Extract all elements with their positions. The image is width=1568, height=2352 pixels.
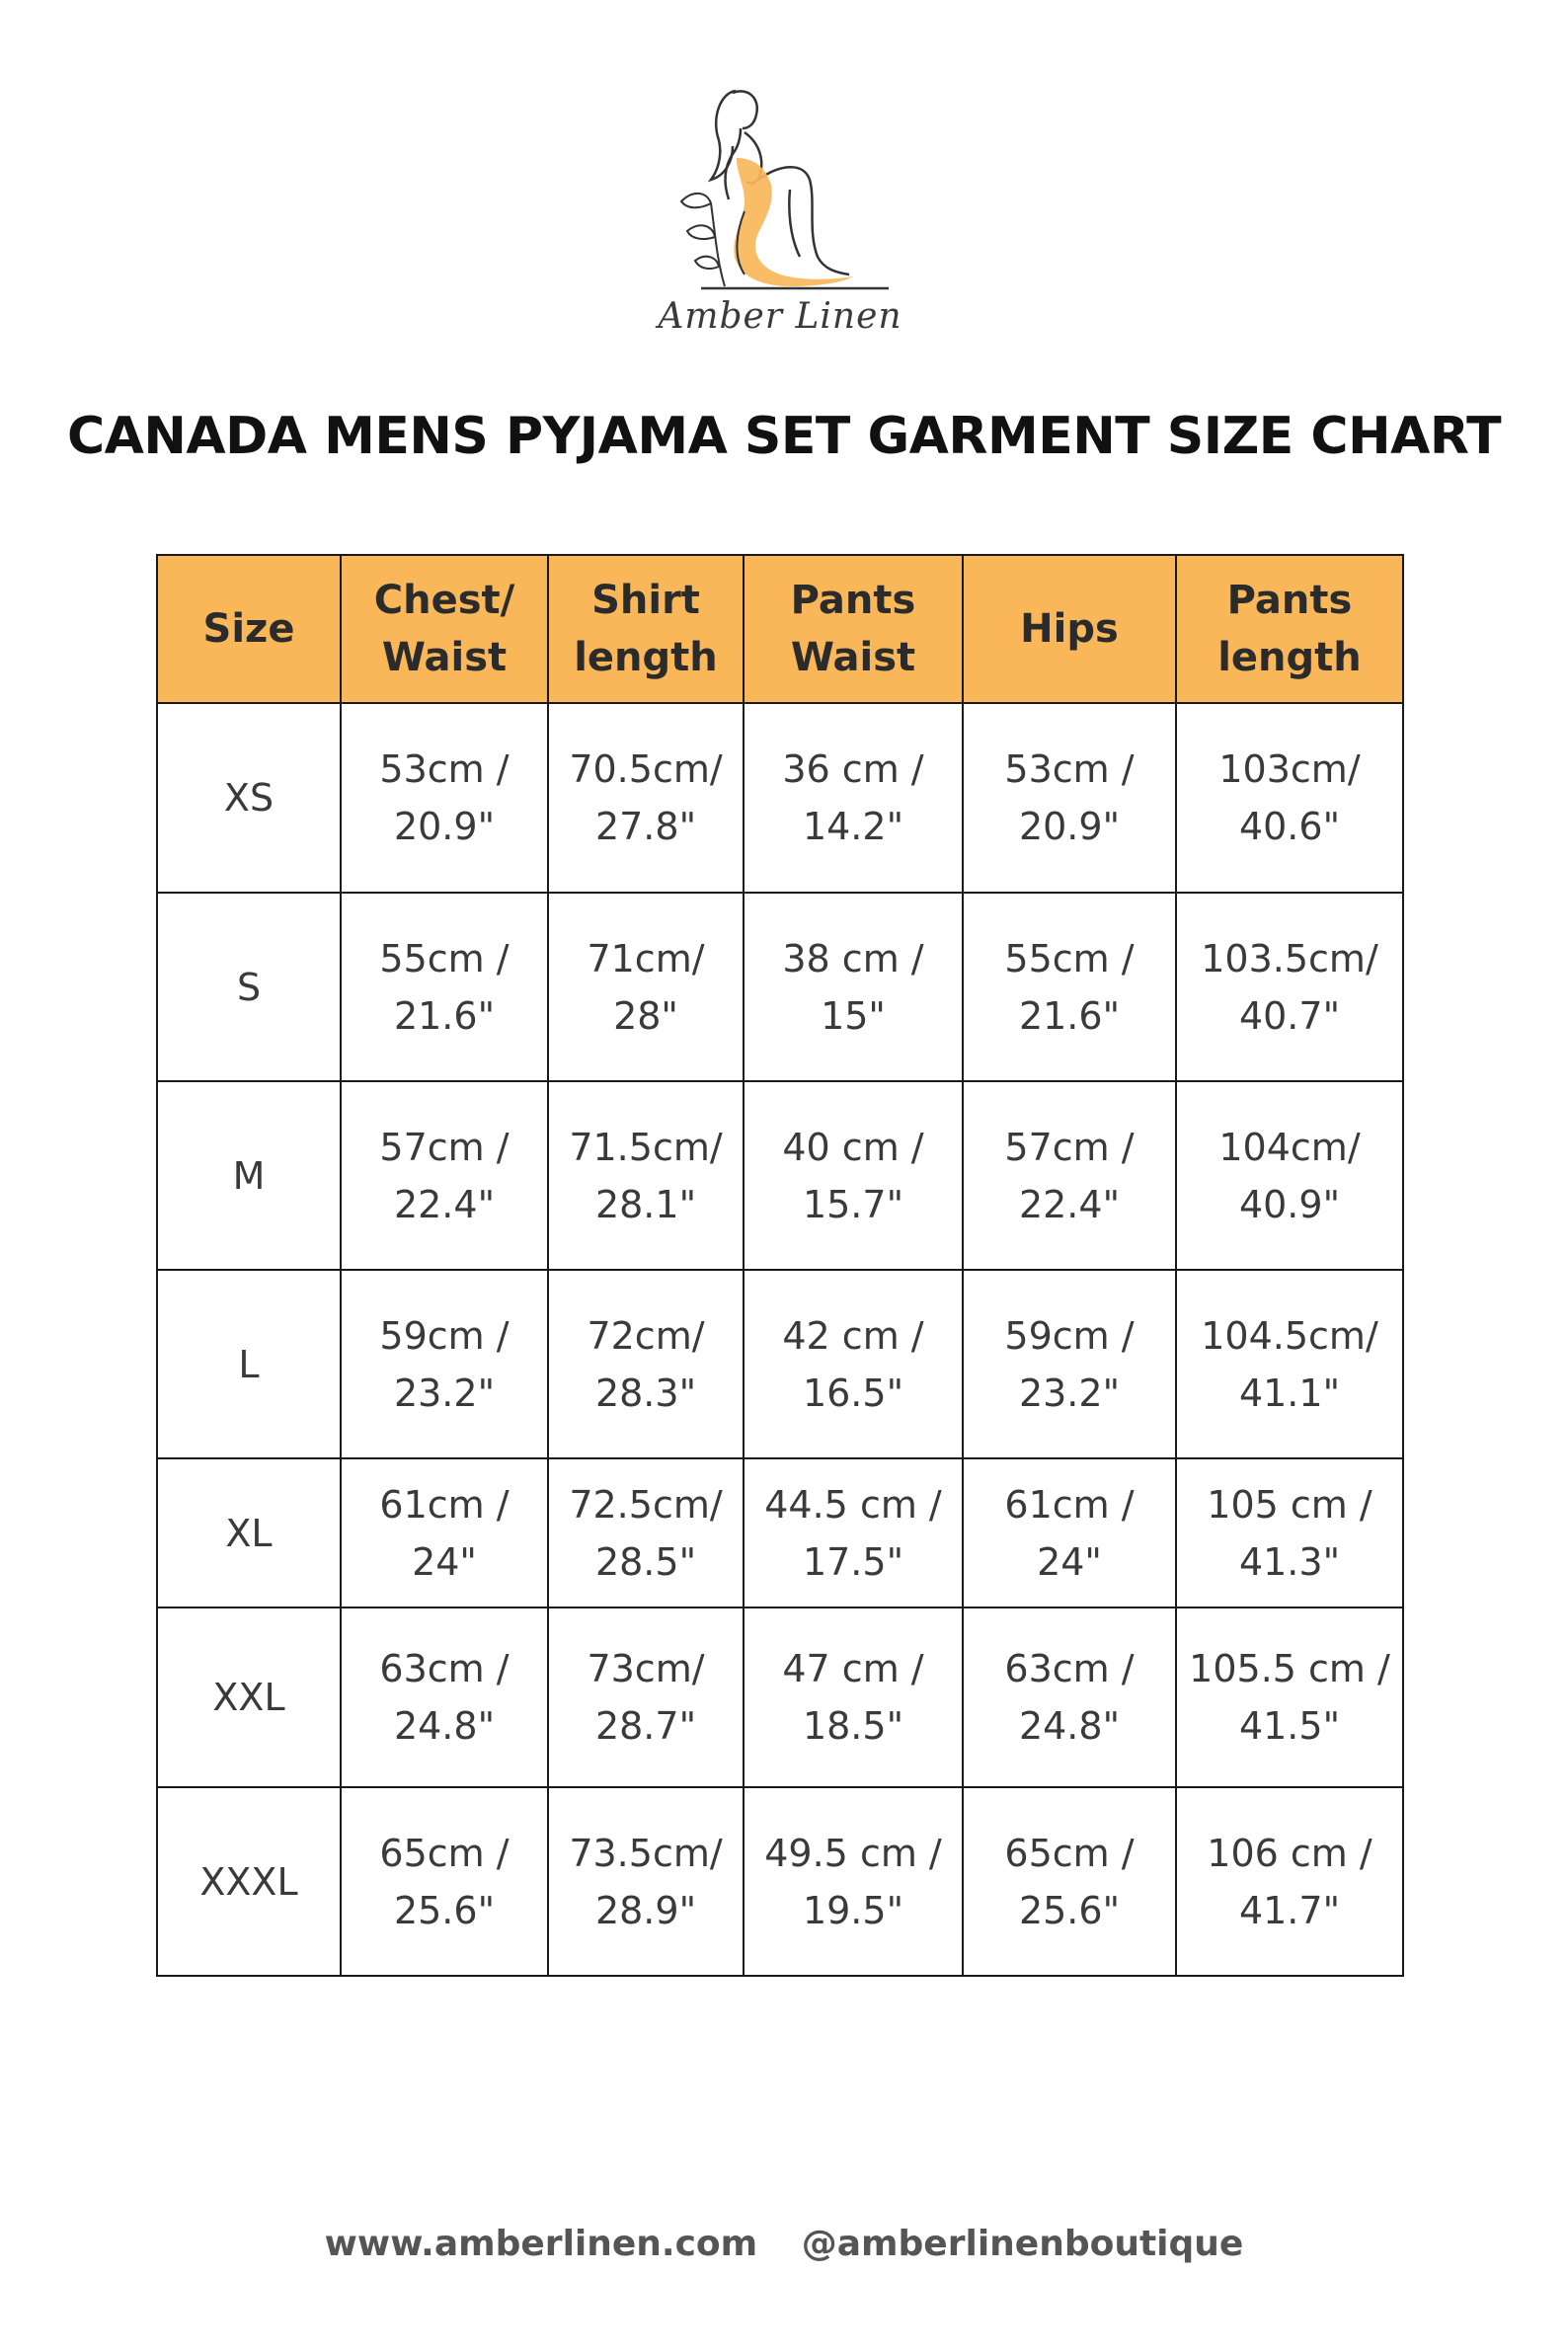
table-cell: 59cm / 23.2" (341, 1270, 548, 1458)
size-cell: M (157, 1081, 341, 1270)
table-cell: 104.5cm/ 41.1" (1176, 1270, 1403, 1458)
size-cell: L (157, 1270, 341, 1458)
table-row (157, 1270, 1403, 1458)
page-title: CANADA MENS PYJAMA SET GARMENT SIZE CHART (66, 407, 1502, 466)
table-cell: 63cm / 24.8" (963, 1607, 1176, 1787)
column-header-pants-waist: Pants Waist (744, 555, 963, 703)
size-cell: S (157, 893, 341, 1081)
table-cell: 47 cm / 18.5" (744, 1607, 963, 1787)
table-cell: 55cm / 21.6" (341, 893, 548, 1081)
table-cell: 65cm / 25.6" (963, 1787, 1176, 1976)
table-cell: 55cm / 21.6" (963, 893, 1176, 1081)
table-cell: 73cm/ 28.7" (548, 1607, 744, 1787)
table-row (157, 1458, 1403, 1607)
column-header-chest-waist: Chest/ Waist (341, 555, 548, 703)
table-cell: 53cm / 20.9" (963, 703, 1176, 893)
size-cell: XXL (157, 1607, 341, 1787)
brand-logo (642, 63, 918, 350)
table-cell: 36 cm / 14.2" (744, 703, 963, 893)
size-cell: XXXL (157, 1787, 341, 1976)
table-cell: 59cm / 23.2" (963, 1270, 1176, 1458)
table-cell: 71.5cm/ 28.1" (548, 1081, 744, 1270)
size-cell: XL (157, 1458, 341, 1607)
table-cell: 106 cm / 41.7" (1176, 1787, 1403, 1976)
table-cell: 57cm / 22.4" (341, 1081, 548, 1270)
table-cell: 40 cm / 15.7" (744, 1081, 963, 1270)
size-cell: XS (157, 703, 341, 893)
table-cell: 72.5cm/ 28.5" (548, 1458, 744, 1607)
column-header-size: Size (157, 555, 341, 703)
table-row (157, 1081, 1403, 1270)
table-header-row (157, 555, 1403, 703)
table-row (157, 1607, 1403, 1787)
table-cell: 38 cm / 15" (744, 893, 963, 1081)
table-cell: 65cm / 25.6" (341, 1787, 548, 1976)
footer (0, 2224, 1568, 2264)
table-row (157, 1787, 1403, 1976)
table-cell: 71cm/ 28" (548, 893, 744, 1081)
table-cell: 53cm / 20.9" (341, 703, 548, 893)
table-cell: 63cm / 24.8" (341, 1607, 548, 1787)
table-row (157, 893, 1403, 1081)
column-header-shirt-length: Shirt length (548, 555, 744, 703)
table-cell: 61cm / 24" (341, 1458, 548, 1607)
table-cell: 104cm/ 40.9" (1176, 1081, 1403, 1270)
table-cell: 57cm / 22.4" (963, 1081, 1176, 1270)
table-cell: 49.5 cm / 19.5" (744, 1787, 963, 1976)
website-link[interactable]: www.amberlinen.com (324, 2224, 758, 2264)
table-cell: 103cm/ 40.6" (1176, 703, 1403, 893)
size-chart-table (156, 554, 1404, 1977)
table-cell: 105 cm / 41.3" (1176, 1458, 1403, 1607)
table-cell: 61cm / 24" (963, 1458, 1176, 1607)
table-cell: 73.5cm/ 28.9" (548, 1787, 744, 1976)
column-header-hips: Hips (963, 555, 1176, 703)
woman-in-dress-icon (642, 63, 918, 310)
table-cell: 70.5cm/ 27.8" (548, 703, 744, 893)
table-row (157, 703, 1403, 893)
table-cell: 72cm/ 28.3" (548, 1270, 744, 1458)
social-handle[interactable]: @amberlinenboutique (801, 2224, 1244, 2264)
brand-name: Amber Linen (658, 296, 902, 337)
table-cell: 103.5cm/ 40.7" (1176, 893, 1403, 1081)
table-cell: 105.5 cm / 41.5" (1176, 1607, 1403, 1787)
column-header-pants-length: Pants length (1176, 555, 1403, 703)
table-cell: 42 cm / 16.5" (744, 1270, 963, 1458)
table-cell: 44.5 cm / 17.5" (744, 1458, 963, 1607)
